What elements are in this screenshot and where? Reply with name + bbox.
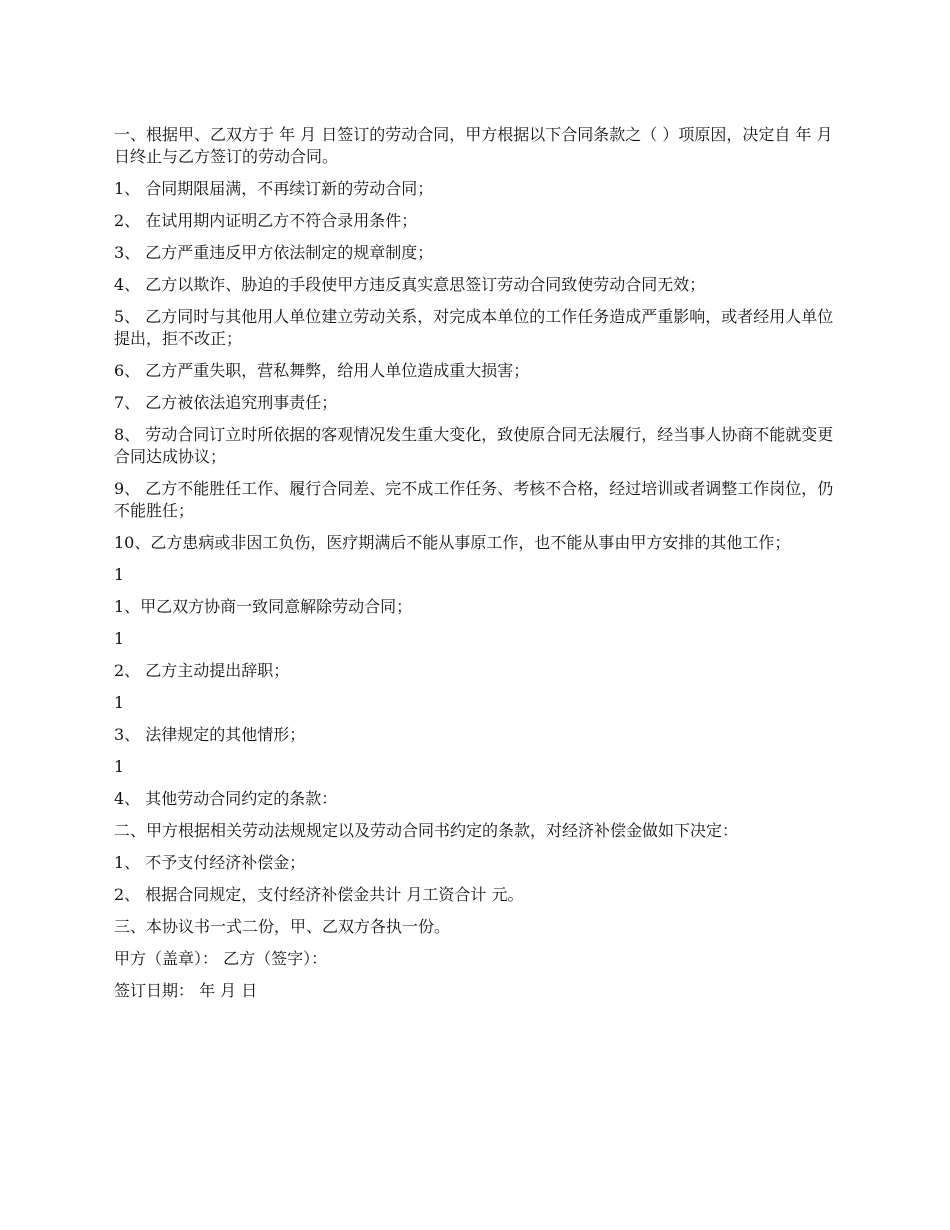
- other-item-1: 1、甲乙双方协商一致同意解除劳动合同；: [114, 597, 413, 616]
- clause-item-1: 1、 合同期限届满，不再续订新的劳动合同；: [114, 179, 434, 198]
- copies-statement: 三、本协议书一式二份，甲、乙双方各执一份。: [114, 917, 451, 936]
- other-item-2: 2、 乙方主动提出辞职；: [114, 661, 290, 680]
- signature-line: 甲方（盖章）： 乙方（签字）：: [114, 949, 328, 968]
- clause-item-6: 6、 乙方严重失职，营私舞弊，给用人单位造成重大损害；: [114, 361, 530, 380]
- page-number-marker: 1: [114, 757, 125, 776]
- other-item-3: 3、 法律规定的其他情形；: [114, 725, 306, 744]
- clause-item-10: 10、乙方患病或非因工负伤，医疗期满后不能从事原工作，也不能从事由甲方安排的其他工作；: [114, 533, 791, 552]
- clause-item-2: 2、 在试用期内证明乙方不符合录用条件；: [114, 211, 418, 230]
- other-item-4: 4、 其他劳动合同约定的条款：: [114, 789, 338, 808]
- compensation-item-2: 2、 根据合同规定，支付经济补偿金共计 月工资合计 元。: [114, 885, 524, 904]
- intro-paragraph: 一、根据甲、乙双方于 年 月 日签订的劳动合同，甲方根据以下合同条款之（ ）项原因，决定自 年 月 日终止与乙方签订的劳动合同。: [114, 125, 838, 166]
- page-number-marker: 1: [114, 693, 125, 712]
- compensation-item-1: 1、 不予支付经济补偿金；: [114, 853, 306, 872]
- compensation-heading: 二、甲方根据相关劳动法规规定以及劳动合同书约定的条款，对经济补偿金做如下决定：: [114, 821, 739, 840]
- clause-item-3: 3、 乙方严重违反甲方依法制定的规章制度；: [114, 243, 434, 262]
- page-number-marker: 1: [114, 565, 125, 584]
- clause-item-4: 4、 乙方以欺诈、胁迫的手段使甲方违反真实意思签订劳动合同致使劳动合同无效；: [114, 275, 706, 294]
- page-number-marker: 1: [114, 629, 125, 648]
- signing-date: 签订日期： 年 月 日: [114, 981, 258, 1000]
- clause-item-5: 5、 乙方同时与其他用人单位建立劳动关系，对完成本单位的工作任务造成严重影响，或者经用人单位提出，拒不改正；: [114, 307, 834, 348]
- clause-item-7: 7、 乙方被依法追究刑事责任；: [114, 393, 338, 412]
- document-page: [114, 124, 838, 1012]
- clause-item-8: 8、 劳动合同订立时所依据的客观情况发生重大变化，致使原合同无法履行，经当事人协商不能就变更合同达成协议；: [114, 425, 834, 466]
- clause-item-9: 9、 乙方不能胜任工作、履行合同差、完不成工作任务、考核不合格，经过培训或者调整工作岗位，仍不能胜任；: [114, 479, 834, 520]
